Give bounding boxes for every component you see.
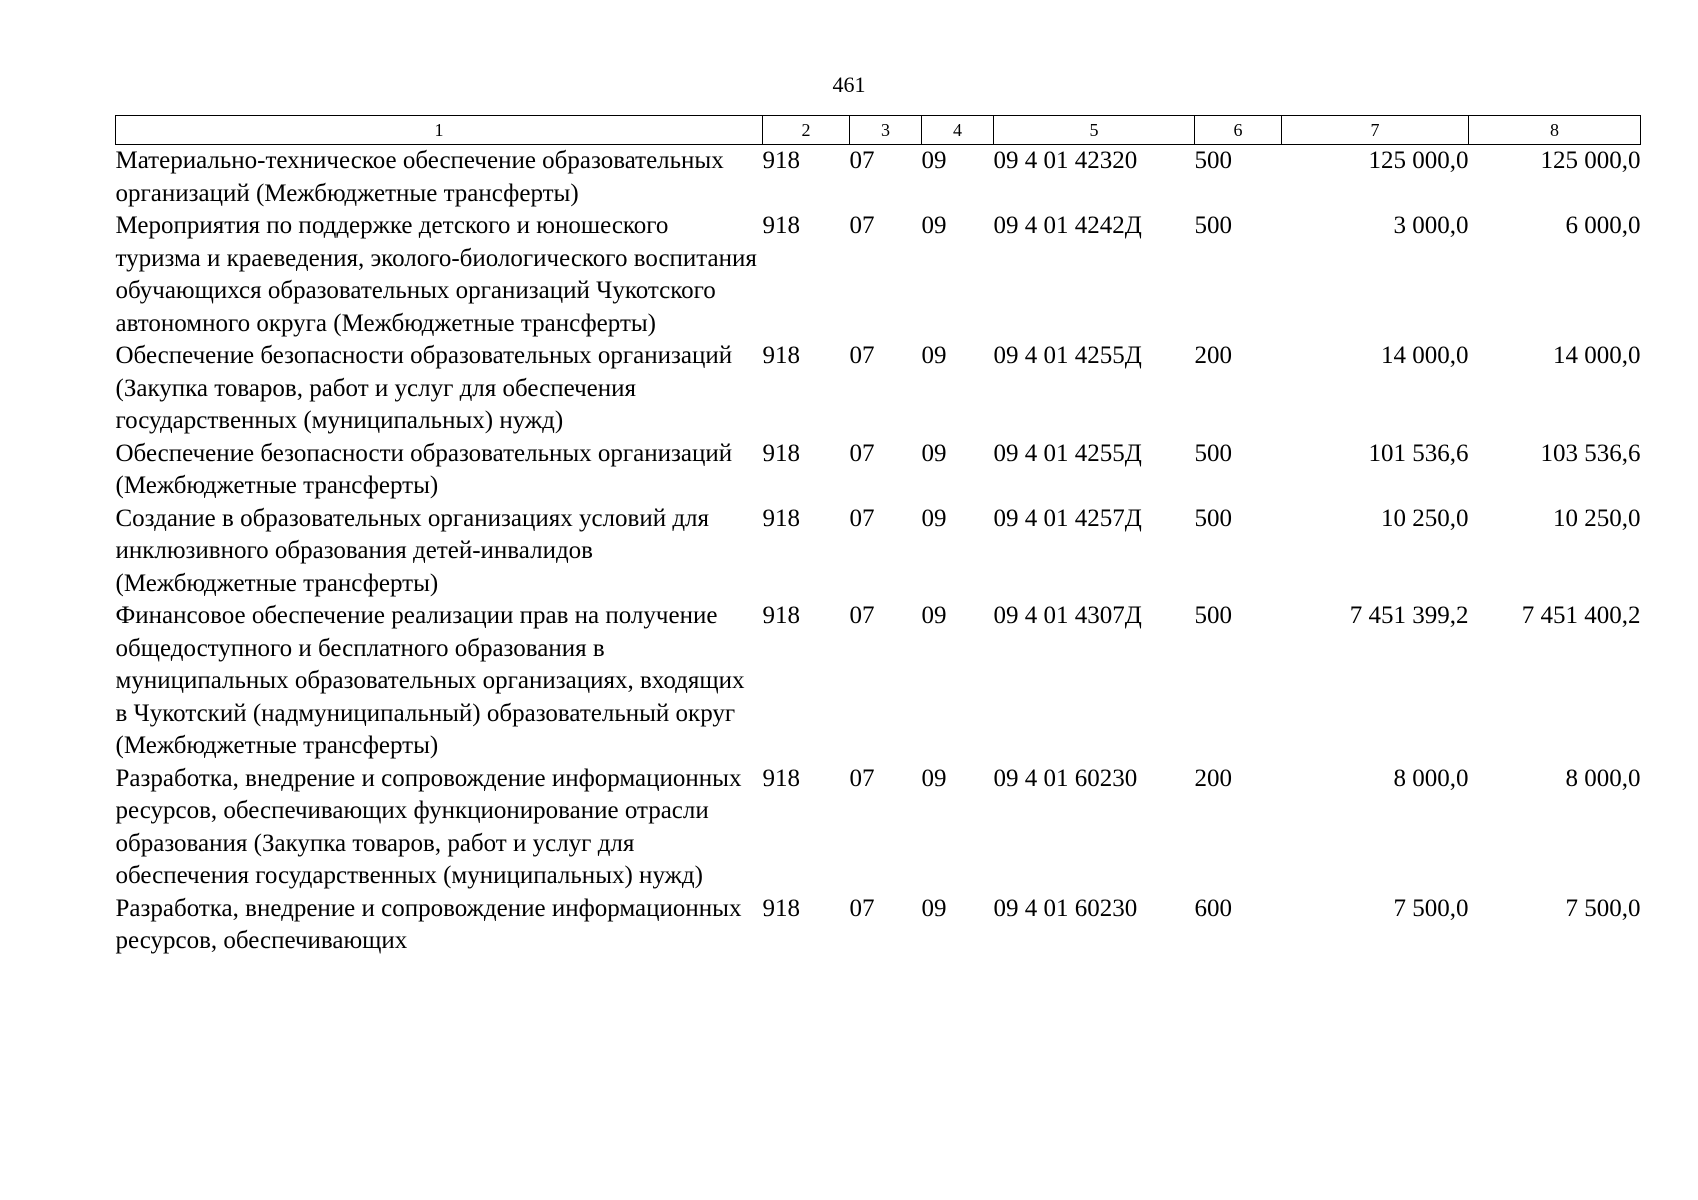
expense-name: Обеспечение безопасности образовательных организаций (Межбюджетные трансферты) [115, 439, 733, 499]
subsection-code: 09 [921, 212, 947, 239]
amount-year-1: 7 500,0 [1393, 894, 1469, 922]
subsection-code: 09 [921, 147, 947, 174]
table-row [116, 210, 1641, 340]
target-article-code: 09 4 01 4255Д [993, 342, 1142, 369]
ministry-code: 918 [762, 439, 800, 467]
target-article-code: 09 4 01 4255Д [993, 439, 1142, 467]
expense-type-code: 500 [1194, 602, 1232, 629]
column-header: 8 [1469, 116, 1641, 145]
subsection-code: 09 [921, 342, 947, 369]
ministry-code: 918 [762, 212, 800, 239]
ministry-code: 918 [762, 764, 800, 792]
column-number-header [116, 116, 1641, 145]
section-code: 07 [849, 147, 875, 174]
amount-year-2: 8 000,0 [1565, 764, 1641, 792]
section-code: 07 [849, 602, 875, 629]
expense-type-code: 200 [1194, 764, 1232, 792]
table-row [116, 763, 1641, 893]
table-row [116, 503, 1641, 601]
section-code: 07 [849, 342, 875, 369]
section-code: 07 [849, 504, 875, 532]
ministry-code: 918 [762, 147, 800, 174]
amount-year-1: 8 000,0 [1393, 764, 1469, 792]
subsection-code: 09 [921, 504, 947, 532]
expense-name: Обеспечение безопасности образовательных организаций (Закупка товаров, работ и услуг для обеспечения государственных (муниципальных) нужд) [115, 342, 733, 434]
column-header: 5 [994, 116, 1195, 145]
target-article-code: 09 4 01 4257Д [993, 504, 1142, 532]
expense-type-code: 200 [1194, 342, 1232, 369]
amount-year-2: 14 000,0 [1553, 342, 1641, 369]
column-header: 2 [763, 116, 850, 145]
amount-year-2: 7 500,0 [1565, 894, 1641, 922]
target-article-code: 09 4 01 4242Д [993, 212, 1142, 239]
amount-year-1: 3 000,0 [1393, 212, 1469, 239]
amount-year-2: 10 250,0 [1553, 504, 1641, 532]
amount-year-1: 10 250,0 [1381, 504, 1469, 532]
table-row [116, 340, 1641, 438]
amount-year-2: 6 000,0 [1565, 212, 1641, 239]
section-code: 07 [849, 894, 875, 922]
column-header: 1 [116, 116, 763, 145]
expense-name: Разработка, внедрение и сопровождение информационных ресурсов, обеспечивающих функционирование отрасли образования (Закупка товаров, работ и услуг для обеспечения государственных (муниципальных) нужд) [115, 764, 742, 889]
target-article-code: 09 4 01 4307Д [993, 602, 1142, 629]
table-row [116, 145, 1641, 211]
expense-name: Разработка, внедрение и сопровождение информационных ресурсов, обеспечивающих [115, 894, 742, 954]
expense-name: Материально-техническое обеспечение образовательных организаций (Межбюджетные трансферты) [115, 147, 724, 207]
expense-type-code: 600 [1194, 894, 1232, 922]
column-header: 7 [1282, 116, 1469, 145]
budget-table [115, 115, 1641, 958]
amount-year-2: 125 000,0 [1540, 147, 1641, 174]
expense-type-code: 500 [1194, 504, 1232, 532]
amount-year-1: 101 536,6 [1368, 439, 1469, 467]
expense-type-code: 500 [1194, 212, 1232, 239]
amount-year-1: 14 000,0 [1381, 342, 1469, 369]
section-code: 07 [849, 212, 875, 239]
expense-type-code: 500 [1194, 439, 1232, 467]
expense-name: Финансовое обеспечение реализации прав на получение общедоступного и бесплатного образования в муниципальных образовательных организациях, входящих в Чукотский (надмуниципальный) образовательный округ (Межбюджетные трансферты) [115, 602, 745, 759]
table-row [116, 893, 1641, 958]
column-header: 3 [850, 116, 922, 145]
ministry-code: 918 [762, 894, 800, 922]
column-header: 4 [922, 116, 994, 145]
subsection-code: 09 [921, 764, 947, 792]
amount-year-1: 7 451 399,2 [1349, 602, 1469, 629]
target-article-code: 09 4 01 60230 [993, 894, 1138, 922]
expense-name: Создание в образовательных организациях условий для инклюзивного образования детей-инвалидов (Межбюджетные трансферты) [115, 504, 710, 597]
page-number: 461 [832, 72, 866, 97]
target-article-code: 09 4 01 60230 [993, 764, 1138, 792]
ministry-code: 918 [762, 342, 800, 369]
ministry-code: 918 [762, 504, 800, 532]
subsection-code: 09 [921, 602, 947, 629]
column-header: 6 [1195, 116, 1282, 145]
section-code: 07 [849, 764, 875, 792]
amount-year-2: 7 451 400,2 [1521, 602, 1641, 629]
expense-type-code: 500 [1194, 147, 1232, 174]
table-row [116, 438, 1641, 503]
target-article-code: 09 4 01 42320 [993, 147, 1138, 174]
subsection-code: 09 [921, 894, 947, 922]
section-code: 07 [849, 439, 875, 467]
amount-year-2: 103 536,6 [1540, 439, 1641, 467]
expense-name: Мероприятия по поддержке детского и юношеского туризма и краеведения, эколого-биологического воспитания обучающихся образовательных организаций Чукотского автономного округа (Межбюджетные трансферты) [115, 212, 757, 337]
ministry-code: 918 [762, 602, 800, 629]
subsection-code: 09 [921, 439, 947, 467]
table-row [116, 600, 1641, 763]
amount-year-1: 125 000,0 [1368, 147, 1469, 174]
